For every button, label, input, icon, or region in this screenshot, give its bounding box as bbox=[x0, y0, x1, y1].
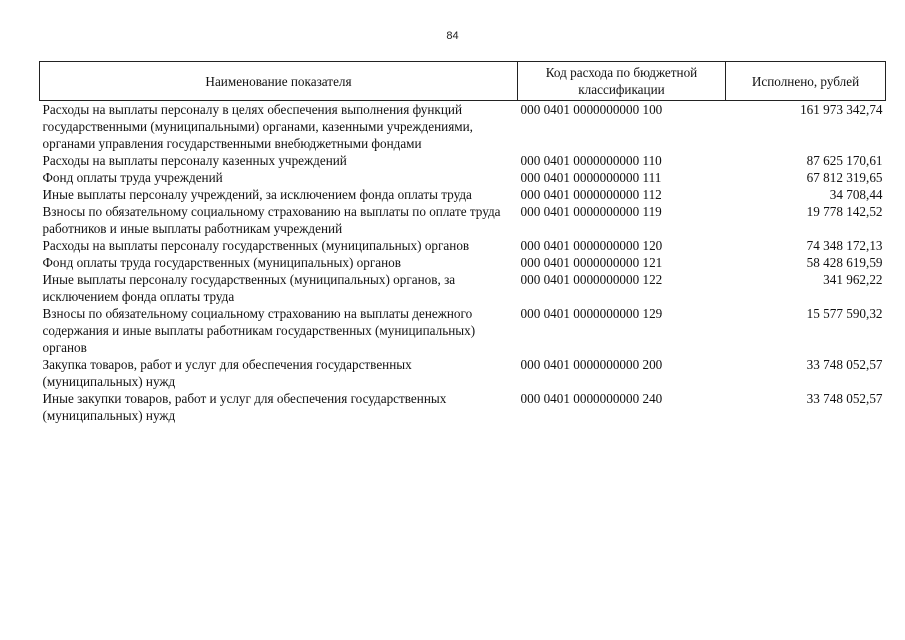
header-value: Исполнено, рублей bbox=[726, 62, 886, 101]
table-row bbox=[40, 186, 886, 203]
row-value: 67 812 319,65 bbox=[806, 170, 883, 185]
row-value: 87 625 170,61 bbox=[806, 153, 883, 168]
table-header bbox=[40, 62, 886, 101]
row-name: Иные выплаты персоналу государственных (муниципальных) органов, за исключением фонда оплаты труда bbox=[42, 272, 456, 304]
row-value: 161 973 342,74 bbox=[800, 102, 883, 117]
row-name: Иные закупки товаров, работ и услуг для обеспечения государственных (муниципальных) нужд bbox=[42, 391, 447, 423]
row-value: 33 748 052,57 bbox=[806, 391, 883, 406]
row-code: 000 0401 0000000000 112 bbox=[520, 187, 662, 202]
row-value: 33 748 052,57 bbox=[806, 357, 883, 372]
header-row bbox=[40, 62, 886, 101]
report-table bbox=[39, 61, 886, 424]
header-code: Код расхода по бюджетной классификации bbox=[518, 62, 726, 101]
row-code: 000 0401 0000000000 120 bbox=[520, 238, 663, 253]
row-name: Иные выплаты персоналу учреждений, за исключением фонда оплаты труда bbox=[42, 187, 472, 202]
table-body bbox=[40, 101, 886, 425]
table-row bbox=[40, 356, 886, 390]
table-row bbox=[40, 101, 886, 153]
table-row bbox=[40, 237, 886, 254]
row-code: 000 0401 0000000000 240 bbox=[520, 391, 663, 406]
row-value: 341 962,22 bbox=[823, 272, 883, 287]
row-value: 19 778 142,52 bbox=[806, 204, 883, 219]
table-row bbox=[40, 271, 886, 305]
row-code: 000 0401 0000000000 129 bbox=[520, 306, 663, 321]
row-code: 000 0401 0000000000 119 bbox=[520, 204, 662, 219]
row-name: Фонд оплаты труда государственных (муниципальных) органов bbox=[42, 255, 402, 270]
row-name: Расходы на выплаты персоналу в целях обеспечения выполнения функций государственными (муниципальными) органами, казенными учреждениями, органами управления государственными внебюджетными фондами bbox=[42, 102, 473, 151]
table-row bbox=[40, 203, 886, 237]
row-value: 15 577 590,32 bbox=[806, 306, 883, 321]
page-number: 84 bbox=[446, 30, 459, 42]
table-row bbox=[40, 305, 886, 356]
row-value: 74 348 172,13 bbox=[806, 238, 883, 253]
row-name: Фонд оплаты труда учреждений bbox=[42, 170, 223, 185]
row-name: Расходы на выплаты персоналу казенных учреждений bbox=[42, 153, 347, 168]
row-value: 58 428 619,59 bbox=[806, 255, 883, 270]
row-code: 000 0401 0000000000 122 bbox=[520, 272, 663, 287]
row-code: 000 0401 0000000000 110 bbox=[520, 153, 662, 168]
table-row bbox=[40, 169, 886, 186]
table-row bbox=[40, 152, 886, 169]
row-code: 000 0401 0000000000 111 bbox=[520, 170, 662, 185]
row-code: 000 0401 0000000000 121 bbox=[520, 255, 663, 270]
row-code: 000 0401 0000000000 100 bbox=[520, 102, 663, 117]
table-row bbox=[40, 254, 886, 271]
row-name: Расходы на выплаты персоналу государственных (муниципальных) органов bbox=[42, 238, 470, 253]
row-name: Взносы по обязательному социальному страхованию на выплаты по оплате труда работников и иные выплаты работникам учреждений bbox=[42, 204, 501, 236]
table-row bbox=[40, 390, 886, 424]
row-value: 34 708,44 bbox=[829, 187, 883, 202]
row-code: 000 0401 0000000000 200 bbox=[520, 357, 663, 372]
row-name: Взносы по обязательному социальному страхованию на выплаты денежного содержания и иные выплаты работникам государственных (муниципальных) органов bbox=[42, 306, 476, 355]
row-name: Закупка товаров, работ и услуг для обеспечения государственных (муниципальных) нужд bbox=[42, 357, 412, 389]
header-name: Наименование показателя bbox=[40, 62, 518, 101]
